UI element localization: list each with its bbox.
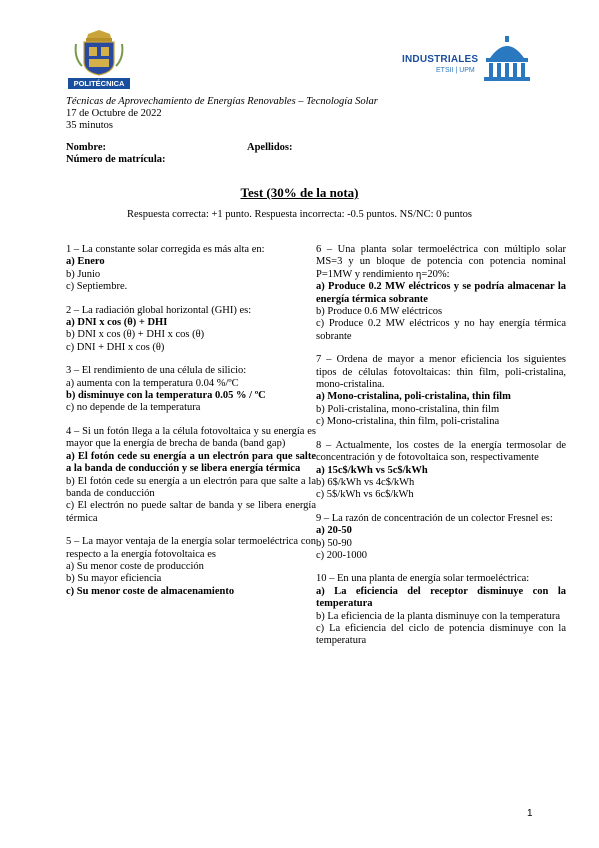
dome-building-icon: [482, 36, 532, 82]
question-text: 3 – El rendimiento de una célula de silicio:: [66, 365, 247, 377]
exam-date: 17 de Octubre de 2022: [66, 108, 162, 119]
answer-c: c) DNI + DHI x cos (θ): [66, 341, 165, 353]
answer-a: a) 15c$/kWh vs 5c$/kWh: [316, 464, 428, 476]
answer-a: a) aumenta con la temperatura 0.04 %/ºC: [66, 377, 239, 389]
answer-c: c) La eficiencia del ciclo de potencia disminuye con la temperatura: [316, 622, 566, 647]
question-5: [66, 536, 316, 598]
answer-b: b) Produce 0.6 MW eléctricos: [316, 306, 443, 318]
answer-a: a) DNI x cos (θ) + DHI: [66, 317, 168, 329]
answer-a: a) Su menor coste de producción: [66, 560, 204, 572]
question-4: [66, 426, 316, 525]
answer-a: a) 20-50: [316, 525, 352, 537]
question-text: 4 – Si un fotón llega a la célula fotovoltaica y su energía es mayor que la energía de brecha de banda (band gap): [66, 425, 316, 450]
industriales-sub: ETSII | UPM: [436, 67, 475, 74]
answer-c: c) no depende de la temperatura: [66, 402, 201, 414]
question-9: [316, 513, 566, 563]
question-6: [316, 244, 566, 343]
upm-logo: [70, 28, 128, 90]
answer-c: c) El electrón no puede saltar de banda y se libera energía térmica: [66, 500, 316, 524]
test-title: Test (30% de la nota): [240, 185, 359, 200]
industriales-logo: [402, 36, 532, 82]
question-text: 7 – Ordena de mayor a menor eficiencia los siguientes tipos de células fotovoltaicas: thin film, poli-cristalina, mono-cristalina.: [316, 354, 566, 391]
answer-b: b) Junio: [66, 268, 101, 280]
answer-b: b) La eficiencia de la planta disminuye con la temperatura: [316, 610, 561, 622]
left-question-column: [66, 244, 316, 609]
answer-c: c) Mono-cristalina, thin film, poli-cristalina: [316, 416, 500, 428]
upm-crest-icon: [70, 28, 128, 76]
answer-b: b) El fotón cede su energía a un electrón para que salte a la banda de conducción: [66, 475, 316, 499]
answer-c: c) Produce 0.2 MW eléctricos y no hay energía térmica sobrante: [316, 318, 566, 342]
answer-b: b) Su mayor eficiencia: [66, 573, 162, 585]
upm-caption: POLITÉCNICA: [68, 78, 130, 89]
question-10: [316, 573, 566, 647]
answer-c: c) 200-1000: [316, 549, 368, 561]
question-text: 8 – Actualmente, los costes de la energía termosolar de concentración y de fotovoltaica son, respectivamente: [316, 439, 566, 464]
question-1: [66, 244, 316, 294]
right-question-column: [316, 244, 566, 659]
answer-c: c) Su menor coste de almacenamiento: [66, 585, 235, 597]
industriales-name: INDUSTRIALES: [402, 54, 479, 65]
question-3: [66, 365, 316, 415]
course-title: Técnicas de Aprovechamiento de Energías Renovables – Tecnología Solar: [66, 96, 378, 107]
name-label: Nombre:: [66, 142, 107, 153]
answer-a: a) Enero: [66, 256, 105, 268]
answer-a: a) Mono-cristalina, poli-cristalina, thin film: [316, 391, 511, 403]
answer-b: b) Poli-cristalina, mono-cristalina, thin film: [316, 403, 500, 415]
scoring-rules: Respuesta correcta: +1 punto. Respuesta incorrecta: -0.5 puntos. NS/NC: 0 puntos: [126, 209, 473, 220]
answer-b: b) DNI x cos (θ) + DHI x cos (θ): [66, 329, 205, 341]
question-text: 2 – La radiación global horizontal (GHI) es:: [66, 304, 252, 316]
answer-a: a) El fotón cede su energía a un electrón para que salte a la banda de conducción y se libera energía térmica: [66, 450, 316, 475]
question-2: [66, 305, 316, 355]
student-id-label: Número de matrícula:: [66, 154, 166, 165]
answer-c: c) Septiembre.: [66, 281, 128, 293]
answer-c: c) 5$/kWh vs 6c$/kWh: [316, 489, 414, 501]
answer-b: b) disminuye con la temperatura 0.05 % / ºC: [66, 390, 266, 402]
question-text: 5 – La mayor ventaja de la energía solar termoeléctrica con respecto a la energía fotovoltaica es: [66, 536, 316, 560]
answer-b: b) 6$/kWh vs 4c$/kWh: [316, 476, 415, 488]
question-text: 10 – En una planta de energía solar termoeléctrica:: [316, 573, 530, 585]
question-text: 9 – La razón de concentración de un colector Fresnel es:: [316, 512, 553, 524]
question-text: 6 – Una planta solar termoeléctrica con múltiplo solar MS=3 y un bloque de potencia con potencia nominal P=1MW y rendimiento η=20%:: [316, 244, 566, 280]
answer-a: a) Produce 0.2 MW eléctricos y se podría almacenar la energía térmica sobrante: [316, 281, 566, 305]
answer-a: a) La eficiencia del receptor disminuye con la temperatura: [316, 585, 566, 610]
answer-b: b) 50-90: [316, 537, 352, 549]
exam-duration: 35 minutos: [66, 120, 113, 131]
page-number: 1: [527, 808, 533, 819]
question-8: [316, 440, 566, 502]
question-7: [316, 354, 566, 428]
surname-label: Apellidos:: [247, 142, 293, 153]
question-text: 1 – La constante solar corregida es más alta en:: [66, 244, 265, 255]
